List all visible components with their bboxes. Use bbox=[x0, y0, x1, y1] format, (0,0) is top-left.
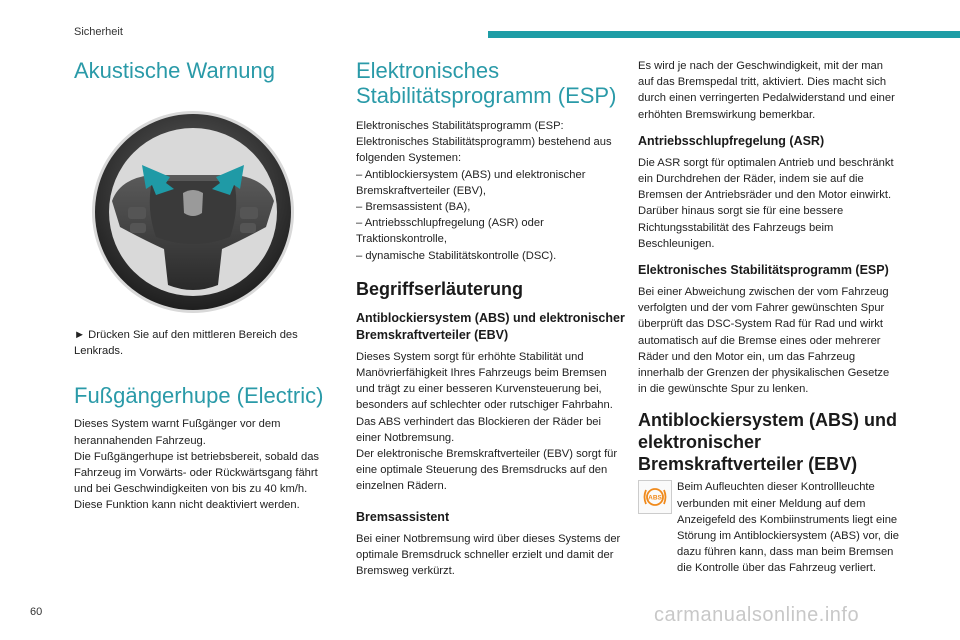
abs-ebv-heading: Antiblockiersystem (ABS) und elektronischer Bremskraftverteiler (EBV) bbox=[356, 310, 625, 342]
abs-text-1: Dieses System sorgt für erhöhte Stabilität und Manövrierfähigkeit Ihres Fahrzeugs beim Bremsen und trägt zu einer besseren Kurvensteuerung bei, besonders auf schlechter oder rutschiger Fahrbahn. bbox=[356, 350, 613, 412]
esp-list-item: – Antriebsschlupfregelung (ASR) oder Traktionskontrolle, bbox=[356, 217, 544, 246]
column-right bbox=[638, 58, 900, 577]
abs-text-2: Das ABS verhindert das Blockieren der Räder bei einer Notbremsung. bbox=[356, 415, 602, 444]
esp-sub-heading: Elektronisches Stabilitätsprogramm (ESP) bbox=[638, 263, 889, 278]
header-section-title: Sicherheit bbox=[74, 26, 123, 38]
pedestrian-horn-text-2: Die Fußgängerhupe ist betriebsbereit, sobald das Fahrzeug im Vorwärts- oder Rückwärtsgang fährt und bei Geschwindigkeiten von bis zu 40 km/h. bbox=[74, 450, 320, 496]
abs-warning-row bbox=[638, 479, 900, 576]
esp-list-item: – Antiblockiersystem (ABS) und elektronischer Bremskraftverteiler (EBV), bbox=[356, 168, 586, 197]
abs-warning-text: Beim Aufleuchten dieser Kontrollleuchte verbunden mit einer Meldung auf dem Anzeigefeld des Kombiinstruments liegt eine Störung im Antiblockiersystem (ABS) vor, die dazu führen kann, dass man beim Bremsen die Kontrolle über das Fahrzeug verliert. bbox=[677, 481, 899, 575]
pedestrian-horn-heading: Fußgängerhupe (Electric) bbox=[74, 383, 324, 409]
esp-list-item: – Bremsassistent (BA), bbox=[356, 201, 471, 214]
horn-instruction: ► Drücken Sie auf den mittleren Bereich des Lenkrads. bbox=[74, 329, 298, 358]
header-accent-bar bbox=[488, 31, 960, 38]
watermark: carmanualsonline.info bbox=[654, 604, 860, 626]
steering-wheel-icon bbox=[90, 109, 296, 315]
pedestrian-horn-text-3: Diese Funktion kann nicht deaktiviert werden. bbox=[74, 499, 300, 512]
esp-sub-text: Bei einer Abweichung zwischen der vom Fahrzeug verfolgten und der vom Fahrer gewünschten Spur überprüft das DSC-System Rad für Rad und wirkt automatisch auf die Bremse eines oder mehrerer Räder und den Motor ein, um das Fahrzeug innerhalb der Grenzen der physikalischen Gesetze in die gewünschte Spur zu lenken. bbox=[638, 286, 890, 396]
asr-text: Die ASR sorgt für optimalen Antrieb und beschränkt ein Durchdrehen der Räder, indem sie auf die Bremsen der Antriebsräder und den Motor einwirkt. Darüber hinaus sorgt sie für eine bessere Richtungsstabilität des Fahrzeugs beim Beschleunigen. bbox=[638, 156, 894, 250]
column-middle bbox=[356, 52, 626, 579]
abs-icon-label: ABS bbox=[648, 494, 662, 502]
steering-wheel-illustration bbox=[90, 109, 296, 315]
brake-assist-heading: Bremsassistent bbox=[356, 509, 450, 524]
terms-heading: Begriffserläuterung bbox=[356, 278, 524, 299]
horn-heading: Akustische Warnung bbox=[74, 58, 275, 83]
asr-heading: Antriebsschlupfregelung (ASR) bbox=[638, 133, 825, 148]
brake-assist-continued: Es wird je nach der Geschwindigkeit, mit der man auf das Bremspedal tritt, aktiviert. Dies macht sich durch einen verringerten Pedalwiderstand und einer erhöhten Bremswirkung bemerkbar. bbox=[638, 60, 895, 121]
esp-heading: Elektronisches Stabilitätsprogramm (ESP) bbox=[356, 58, 617, 108]
abs-warning-lamp-icon bbox=[638, 480, 672, 514]
column-left bbox=[74, 52, 326, 514]
page-number: 60 bbox=[30, 606, 43, 618]
esp-intro: Elektronisches Stabilitätsprogramm (ESP: Elektronisches Stabilitätsprogramm) bestehend aus folgenden Systemen: bbox=[356, 120, 612, 165]
pedestrian-horn-text-1: Dieses System warnt Fußgänger vor dem herannahenden Fahrzeug. bbox=[74, 418, 281, 447]
brake-assist-text: Bei einer Notbremsung wird über dieses Systems der optimale Bremsdruck schneller erzielt und damit der Bremsweg verkürzt. bbox=[356, 532, 621, 578]
abs-ebv-large-heading: Antiblockiersystem (ABS) und elektronischer Bremskraftverteiler (EBV) bbox=[638, 410, 898, 475]
abs-text-3: Der elektronische Bremskraftverteiler (EBV) sorgt für eine optimale Steuerung des Bremsdrucks auf den einzelnen Rädern. bbox=[356, 448, 618, 493]
esp-list-item: – dynamische Stabilitätskontrolle (DSC). bbox=[356, 249, 557, 262]
